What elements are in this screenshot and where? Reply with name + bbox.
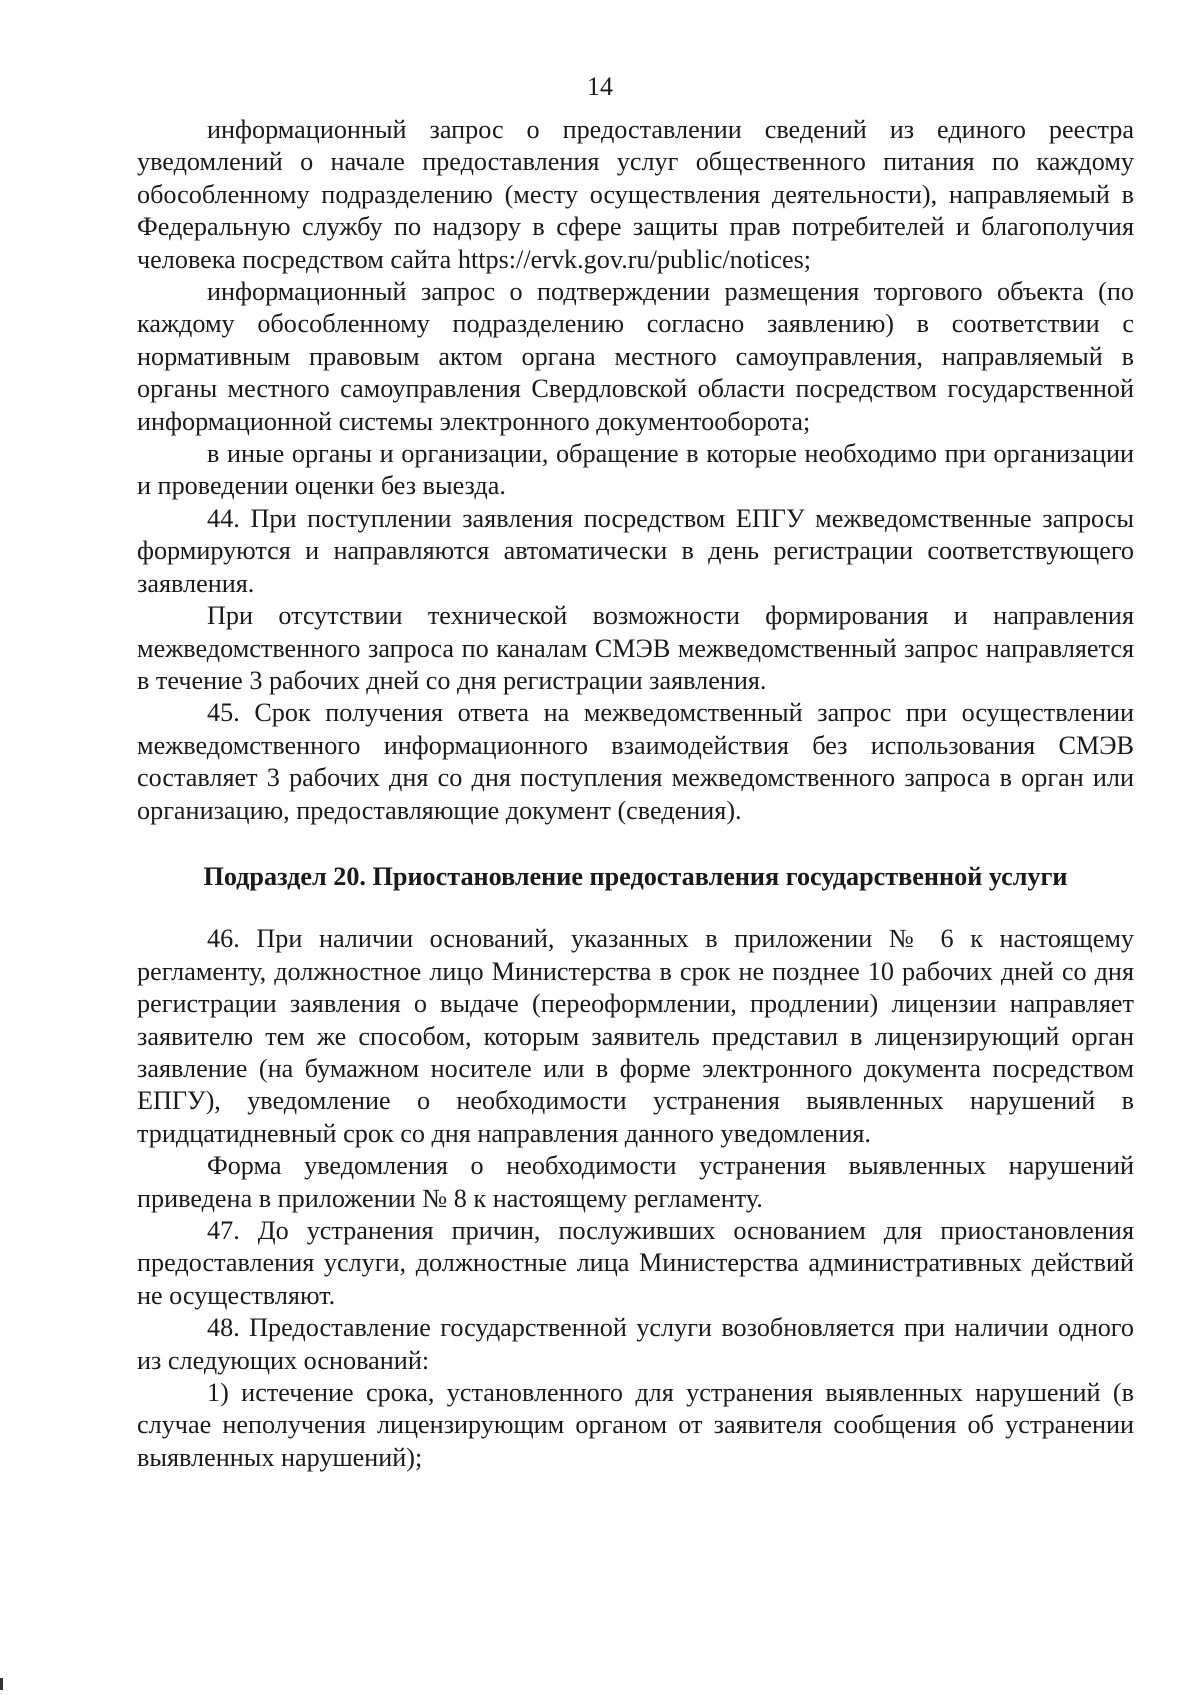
paragraph: При отсутствии технической возможности формирования и направления межведомственного запроса по каналам СМЭВ межведомственный запрос направляется в течение 3 рабочих дней со дня регистрации заявления. bbox=[137, 601, 1134, 695]
paragraph: 1) истечение срока, установленного для устранения выявленных нарушений (в случае неполучения лицензирующим органом от заявителя сообщения об устранении выявленных нарушений); bbox=[137, 1378, 1134, 1472]
scan-artifact bbox=[0, 1678, 3, 1690]
section-heading: Подраздел 20. Приостановление предоставления государственной услуги bbox=[203, 861, 1068, 891]
paragraph: 44. При поступлении заявления посредством ЕПГУ межведомственные запросы формируются и направляются автоматически в день регистрации соответствующего заявления. bbox=[137, 503, 1134, 598]
paragraph: 45. Срок получения ответа на межведомственный запрос при осуществлении межведомственного информационного взаимодействия без использования СМЭВ составляет 3 рабочих дня со дня поступления межведомственного запроса в орган или организацию, предоставляющие документ (сведения). bbox=[137, 698, 1134, 825]
paragraph: в иные органы и организации, обращение в которые необходимо при организации и проведении оценки без выезда. bbox=[137, 439, 1134, 501]
paragraph: 46. При наличии оснований, указанных в приложении № 6 к настоящему регламенту, должностное лицо Министерства в срок не позднее 10 рабочих дней со дня регистрации заявления о выдаче (переоформлении, продлении) лицензии направляет заявителю тем же способом, которым заявитель представил в лицензирующий орган заявление (на бумажном носителе или в форме электронного документа посредством ЕПГУ), уведомление о необходимости устранения выявленных нарушений в тридцатидневный срок со дня направления данного уведомления. bbox=[137, 924, 1134, 1148]
paragraph: 47. До устранения причин, послуживших основанием для приостановления предоставления услуги, должностные лица Министерства административных действий не осуществляют. bbox=[137, 1216, 1134, 1310]
paragraph: Форма уведомления о необходимости устранения выявленных нарушений приведена в приложении № 8 к настоящему регламенту. bbox=[137, 1151, 1134, 1213]
page-number: 14 bbox=[587, 72, 613, 101]
paragraph: информационный запрос о подтверждении размещения торгового объекта (по каждому обособленному подразделению согласно заявлению) в соответствии с нормативным правовым актом органа местного самоуправления, направляемый в органы местного самоуправления Свердловской области посредством государственной информационной системы электронного документооборота; bbox=[137, 277, 1134, 436]
document-body bbox=[137, 114, 1134, 1474]
paragraph: информационный запрос о предоставлении сведений из единого реестра уведомлений о начале предоставления услуг общественного питания по каждому обособленному подразделению (месту осуществления деятельности), направляемый в Федеральную службу по надзору в сфере защиты прав потребителей и благополучия человека посредством сайта https://ervk.gov.ru/public/notices; bbox=[137, 115, 1134, 274]
paragraph: 48. Предоставление государственной услуги возобновляется при наличии одного из следующих оснований: bbox=[137, 1313, 1134, 1375]
